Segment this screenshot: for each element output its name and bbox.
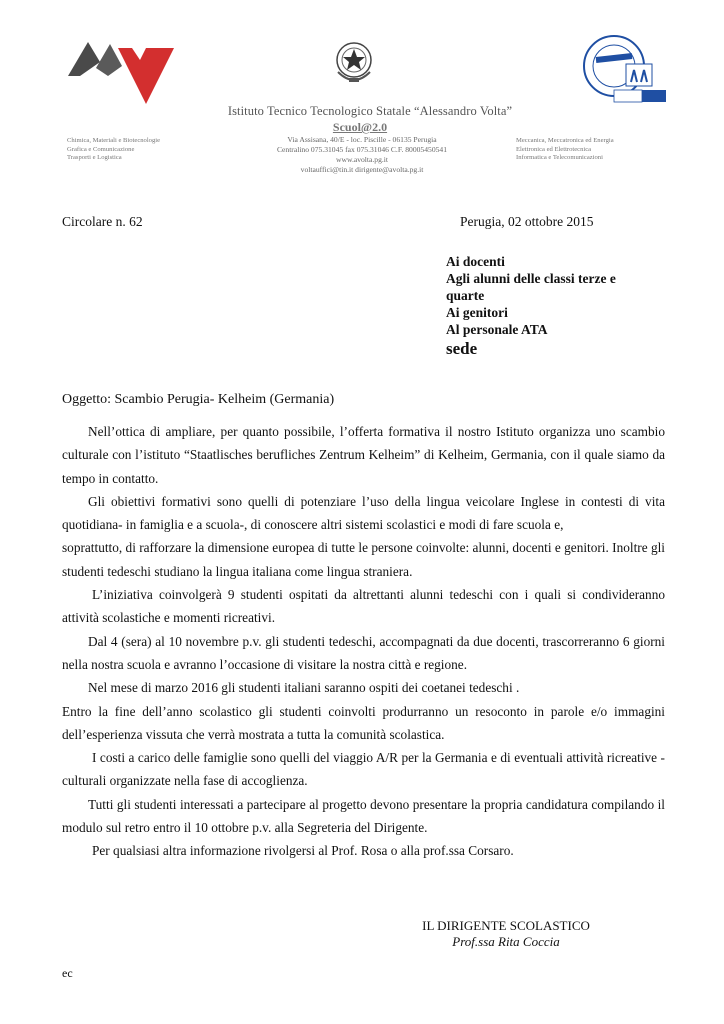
school-logo-icon (62, 38, 174, 108)
signature-block (420, 918, 592, 950)
sede-label: sede (446, 339, 478, 358)
website-link[interactable]: www.avolta.pg.it (335, 155, 389, 164)
recipient-item: Ai docenti (446, 254, 505, 269)
body-paragraph: soprattutto, di rafforzare la dimensione europea di tutte le persone coinvolte: alunni, docenti e genitori. Inoltre gli studenti tedeschi studiano la lingua italiana come lingua straniera. (62, 540, 665, 579)
sectors-right (516, 137, 676, 163)
email-line[interactable]: voltauffici@tin.it dirigente@avolta.pg.it (300, 165, 424, 174)
quality-certification-icon (574, 30, 666, 106)
body-paragraph: Tutti gli studenti interessati a partecipare al progetto devono presentare la propria candidatura compilando il modulo sul retro entro il 10 ottobre p.v. alla Segreteria del Dirigente. (62, 796, 665, 836)
recipients-block (446, 253, 646, 360)
body-paragraph: L’iniziativa coinvolgerà 9 studenti ospitati da altrettanti alunni tedeschi con i quali si condivideranno attività scolastiche e momenti ricreativi. (62, 587, 665, 626)
body-paragraph: Per qualsiasi altra informazione rivolgersi al Prof. Rosa o alla prof.ssa Corsaro. (92, 843, 514, 859)
institute-address (240, 135, 484, 175)
signature-name: Prof.ssa Rita Coccia (452, 934, 560, 949)
place-date: Perugia, 02 ottobre 2015 (460, 214, 594, 229)
signature-title: IL DIRIGENTE SCOLASTICO (422, 918, 590, 933)
sector-item: Meccanica, Meccatronica ed Energia (516, 137, 614, 144)
institute-slogan: Scuol@2.0 (332, 120, 388, 134)
sector-item: Elettronica ed Elettrotecnica (516, 145, 592, 153)
recipient-item: Ai genitori (446, 305, 508, 320)
republic-emblem-icon (334, 38, 374, 86)
sectors-left (67, 137, 227, 163)
institute-name: Istituto Tecnico Tecnologico Statale “Alessandro Volta” (227, 104, 513, 118)
sector-item: Grafica e Comunicazione (67, 145, 135, 153)
body-paragraph: Gli obiettivi formativi sono quelli di potenziare l’uso della lingua veicolare Inglese in contesti di vita quotidiana- in famiglia e a scuola-, di conoscere altri sistemi scolastici e modi di fare scuola e, (62, 493, 665, 533)
body-paragraph: Entro la fine dell’anno scolastico gli studenti coinvolti produrranno un resoconto in parole e/o immagini dell’esperienza vissuta che verrà mostrata a tutta la comunità scolastica. (62, 703, 665, 742)
recipient-item: Al personale ATA (446, 322, 548, 337)
letter-body (62, 420, 665, 863)
address-line: Via Assisana, 40/E - loc. Piscille - 06135 Perugia (287, 135, 437, 144)
sector-item: Chimica, Materiali e Biotecnologie (67, 137, 161, 144)
recipient-item: Agli alunni delle classi terze e quarte (446, 271, 616, 303)
phone-line: Centralino 075.31045 fax 075.31046 C.F. 80005450541 (276, 145, 448, 154)
sector-item: Informatica e Telecomunicazioni (516, 154, 603, 161)
body-paragraph: I costi a carico delle famiglie sono quelli del viaggio A/R per la Germania e di eventuali attività ricreative -culturali organizzate nella fase di accoglienza. (62, 750, 665, 789)
sector-item: Trasporti e Logistica (67, 154, 122, 161)
body-paragraph: Nel mese di marzo 2016 gli studenti italiani saranno ospiti dei coetanei tedeschi . (88, 680, 520, 696)
footer-initials: ec (62, 966, 73, 980)
circular-number: Circolare n. 62 (62, 214, 143, 229)
body-paragraph: Nell’ottica di ampliare, per quanto possibile, l’offerta formativa il nostro Istituto organizza uno scambio culturale con l’istituto “Staatlisches berufliches Zentrum Kelheim” di Kelheim, Germania, con il quale siamo da tempo in contatto. (62, 424, 665, 486)
letter-subject: Oggetto: Scambio Perugia- Kelheim (Germania) (62, 392, 335, 407)
body-paragraph: Dal 4 (sera) al 10 novembre p.v. gli studenti tedeschi, accompagnati da due docenti, trascorreranno 6 giorni nella nostra scuola e avranno l’occasione di visitare la nostra città e regione. (62, 633, 665, 672)
